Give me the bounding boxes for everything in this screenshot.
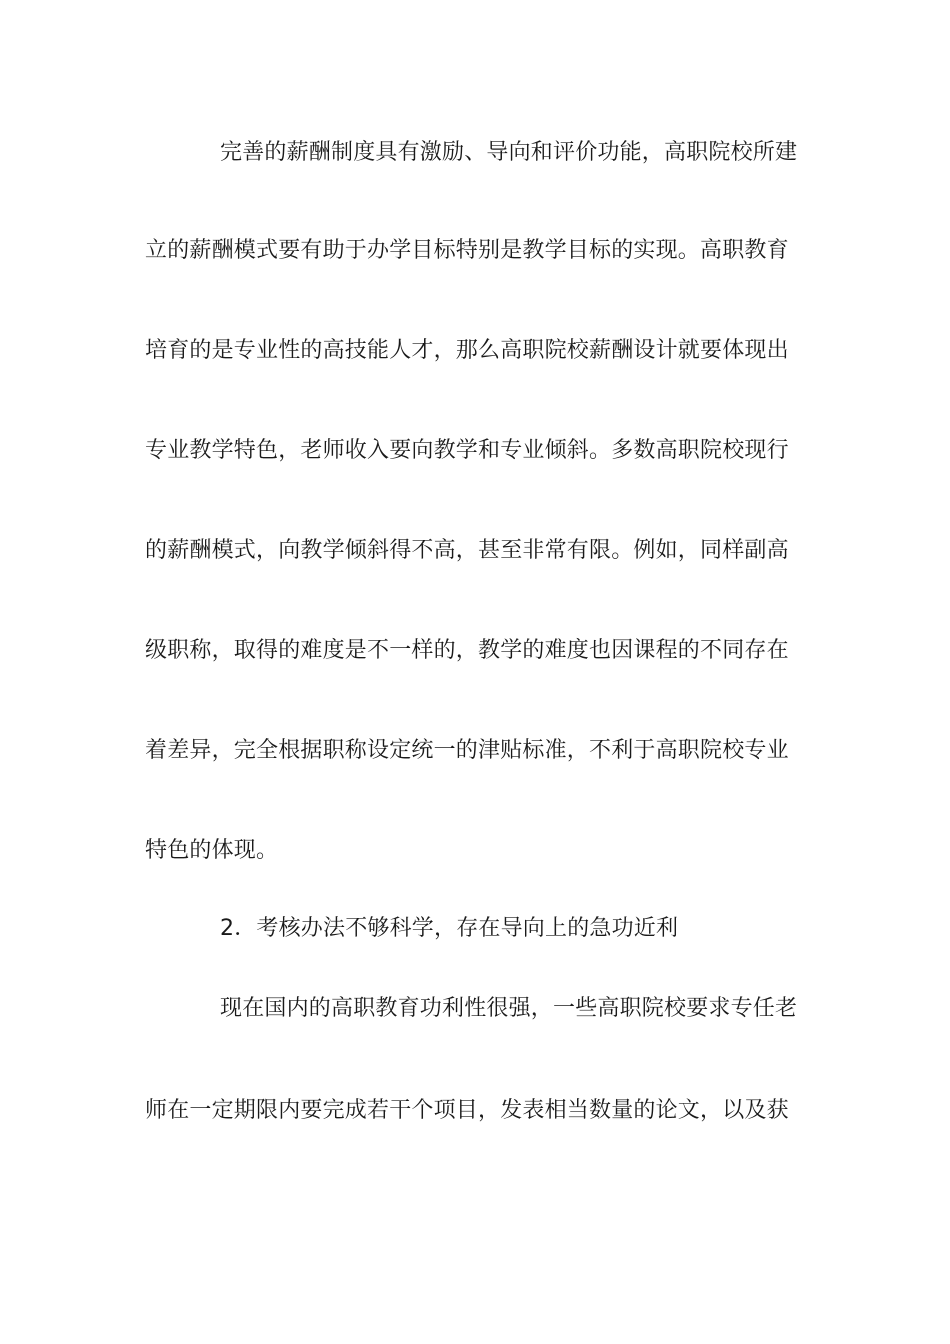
paragraph-line: 专业教学特色，老师收入要向教学和专业倾斜。多数高职院校现行 xyxy=(145,438,789,463)
paragraph-line: 的薪酬模式，向教学倾斜得不高，甚至非常有限。例如，同样副高 xyxy=(145,538,789,563)
section-heading: 2．考核办法不够科学，存在导向上的急功近利 xyxy=(220,916,679,941)
paragraph-line: 师在一定期限内要完成若干个项目，发表相当数量的论文，以及获 xyxy=(145,1098,789,1123)
paragraph-line: 立的薪酬模式要有助于办学目标特别是教学目标的实现。高职教育 xyxy=(145,238,789,263)
paragraph-line: 培育的是专业性的高技能人才，那么高职院校薪酬设计就要体现出 xyxy=(145,338,789,363)
paragraph-line: 着差异，完全根据职称设定统一的津贴标准，不利于高职院校专业 xyxy=(145,738,789,763)
paragraph-line: 特色的体现。 xyxy=(145,838,279,863)
paragraph-line: 级职称，取得的难度是不一样的，教学的难度也因课程的不同存在 xyxy=(145,638,789,663)
paragraph-line: 完善的薪酬制度具有激励、导向和评价功能，高职院校所建 xyxy=(220,140,798,165)
paragraph-line: 现在国内的高职教育功利性很强，一些高职院校要求专任老 xyxy=(220,996,798,1021)
